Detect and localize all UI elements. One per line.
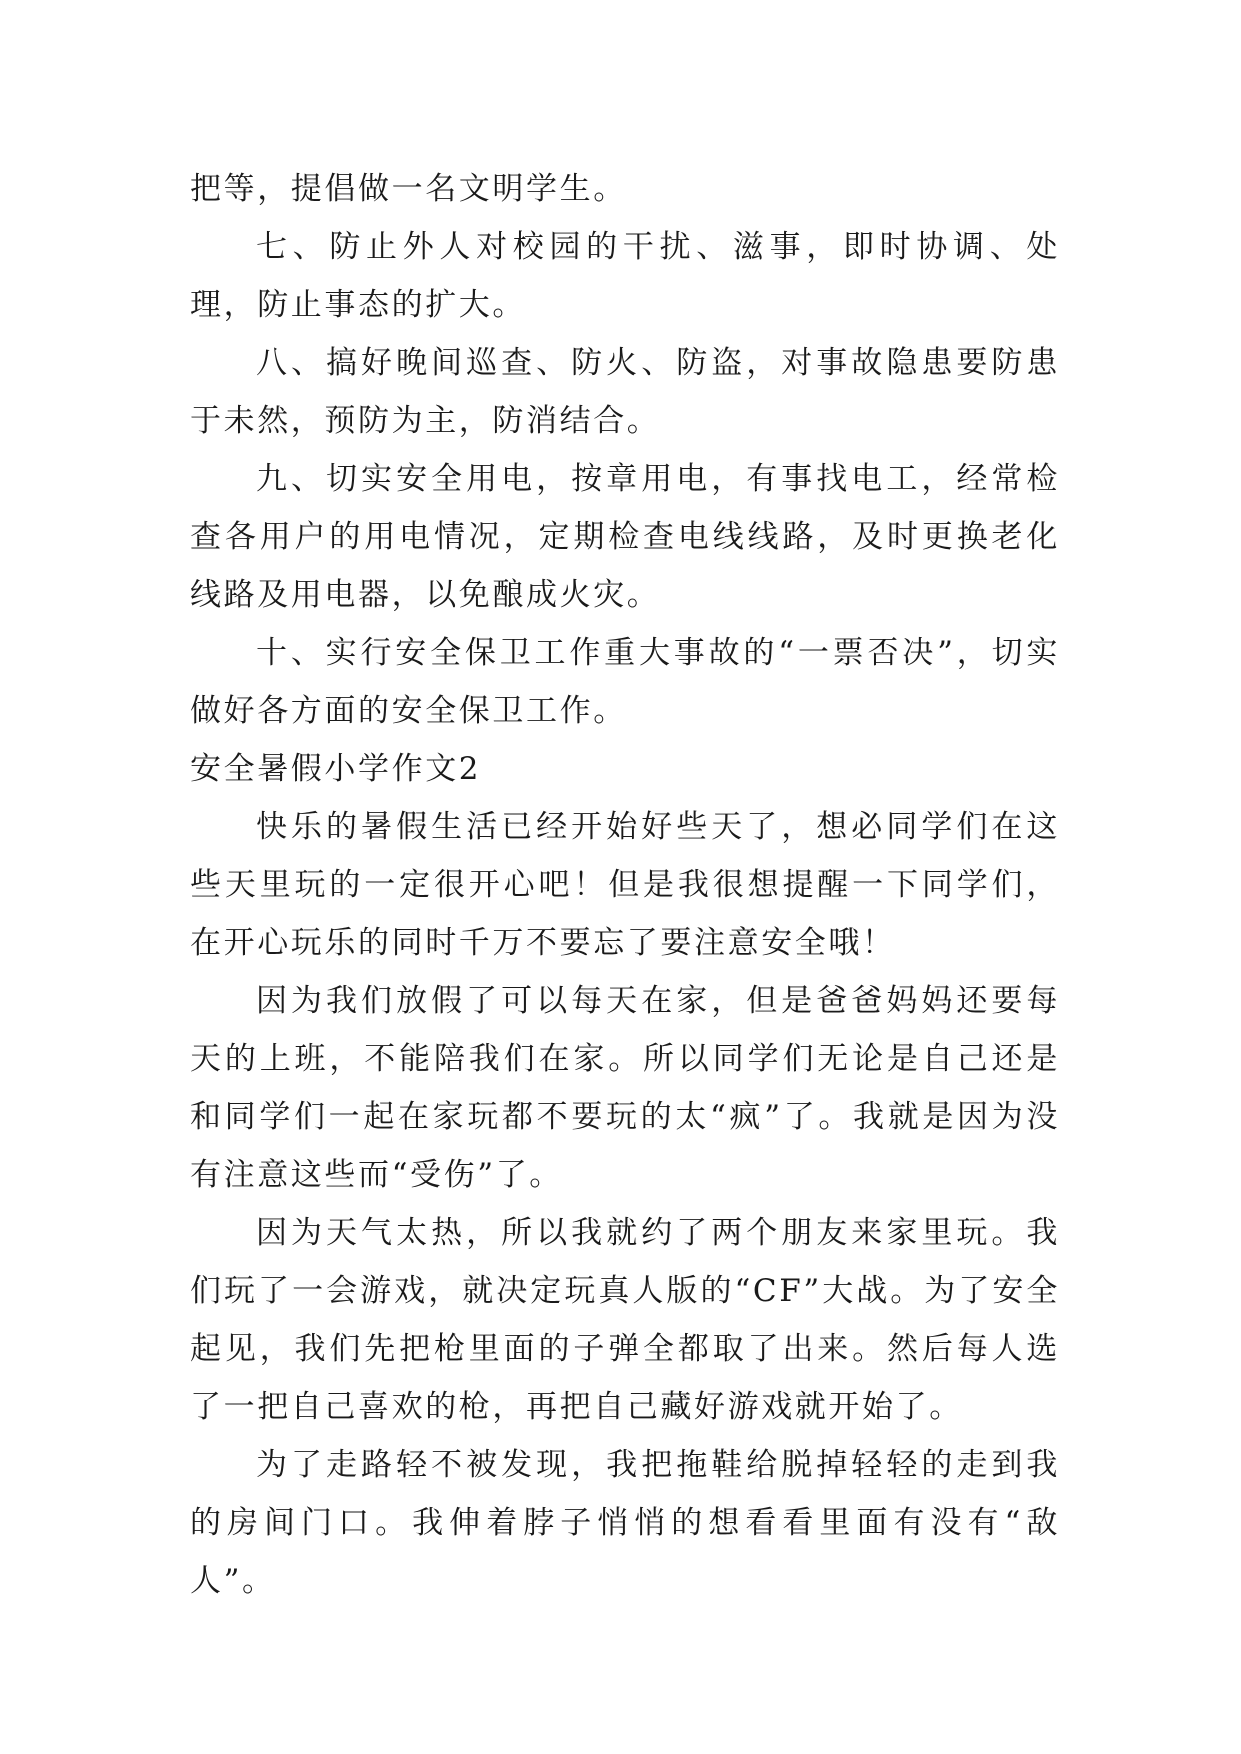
paragraph-4: 九、切实安全用电，按章用电，有事找电工，经常检查各用户的用电情况，定期检查电线线路，及时更换老化线路及用电器，以免酿成火灾。 [190,461,1060,613]
paragraph-2: 七、防止外人对校园的干扰、滋事，即时协调、处理，防止事态的扩大。 [190,229,1060,323]
section-title: 安全暑假小学作文2 [190,751,482,787]
paragraph-8: 因为天气太热，所以我就约了两个朋友来家里玩。我们玩了一会游戏，就决定玩真人版的“CF”大战。为了安全起见，我们先把枪里面的子弹全都取了出来。然后每人选了一把自己喜欢的枪，再把自己藏好游戏就开始了。 [190,1215,1060,1425]
paragraph-7: 因为我们放假了可以每天在家，但是爸爸妈妈还要每天的上班，不能陪我们在家。所以同学们无论是自己还是和同学们一起在家玩都不要玩的太“疯”了。我就是因为没有注意这些而“受伤”了。 [190,983,1060,1193]
paragraph-6: 快乐的暑假生活已经开始好些天了，想必同学们在这些天里玩的一定很开心吧！但是我很想提醒一下同学们，在开心玩乐的同时千万不要忘了要注意安全哦！ [190,809,1060,961]
paragraph-5: 十、实行安全保卫工作重大事故的“一票否决”，切实做好各方面的安全保卫工作。 [190,635,1060,729]
document-body [190,160,1060,1610]
paragraph-3: 八、搞好晚间巡查、防火、防盗，对事故隐患要防患于未然，预防为主，防消结合。 [190,345,1060,439]
paragraph-1: 把等，提倡做一名文明学生。 [190,171,627,207]
paragraph-9: 为了走路轻不被发现，我把拖鞋给脱掉轻轻的走到我的房间门口。我伸着脖子悄悄的想看看里面有没有“敌人”。 [190,1447,1060,1599]
